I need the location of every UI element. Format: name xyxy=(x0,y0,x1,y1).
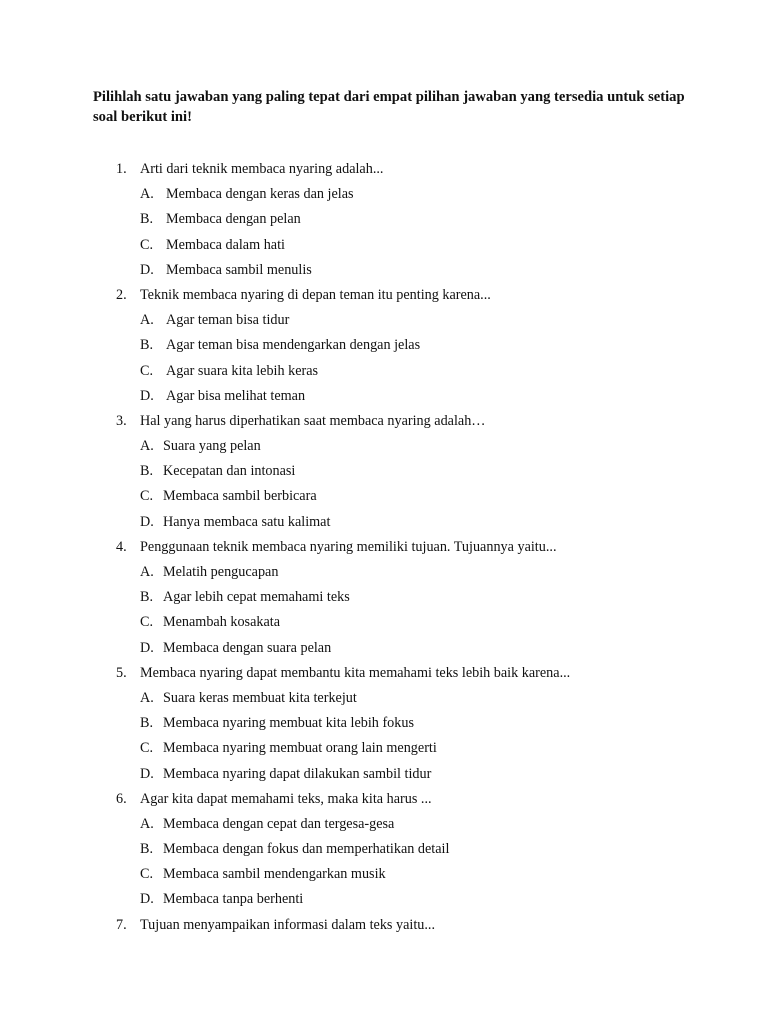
option-text: Membaca nyaring membuat orang lain mengerti xyxy=(163,740,437,757)
answer-option xyxy=(0,711,768,736)
option-letter: A. xyxy=(140,564,154,580)
option-letter: B. xyxy=(140,211,154,228)
option-letter: C. xyxy=(140,236,154,253)
option-letter: D. xyxy=(140,639,154,656)
option-letter: A. xyxy=(140,312,154,329)
question-item xyxy=(0,409,768,434)
question-number: 7. xyxy=(116,916,127,933)
question-number: 2. xyxy=(116,286,127,303)
answer-option xyxy=(0,258,768,283)
option-text: Membaca tanpa berhenti xyxy=(163,891,304,908)
option-text: Membaca dengan pelan xyxy=(166,211,301,228)
option-text: Menambah kosakata xyxy=(163,614,281,631)
question-item xyxy=(0,157,768,182)
option-text: Membaca dalam hati xyxy=(166,236,285,253)
option-letter: C. xyxy=(140,362,154,379)
question-item xyxy=(0,283,768,308)
answer-option xyxy=(0,560,768,585)
option-text: Membaca nyaring dapat dilakukan sambil tidur xyxy=(163,765,432,782)
option-letter: D. xyxy=(140,765,154,782)
question-number: 1. xyxy=(116,161,127,177)
option-text: Membaca dengan suara pelan xyxy=(163,639,332,656)
question-item xyxy=(0,661,768,686)
question-text: Hal yang harus diperhatikan saat membaca nyaring adalah… xyxy=(140,412,486,429)
answer-option xyxy=(0,207,768,232)
option-text: Hanya membaca satu kalimat xyxy=(163,513,331,530)
answer-option xyxy=(0,585,768,610)
question-item xyxy=(0,535,768,560)
option-text: Membaca sambil berbicara xyxy=(163,488,317,505)
option-letter: C. xyxy=(140,488,154,505)
option-letter: D. xyxy=(140,261,154,278)
option-letter: A. xyxy=(140,815,154,832)
option-letter: D. xyxy=(140,387,154,404)
option-text: Membaca dengan keras dan jelas xyxy=(166,186,354,203)
question-number: 4. xyxy=(116,538,127,555)
answer-option xyxy=(0,762,768,787)
answer-option xyxy=(0,686,768,711)
option-text: Melatih pengucapan xyxy=(163,564,279,580)
answer-option xyxy=(0,510,768,535)
option-text: Agar teman bisa tidur xyxy=(166,312,290,329)
answer-option xyxy=(0,484,768,509)
option-letter: D. xyxy=(140,891,154,908)
answer-option xyxy=(0,459,768,484)
option-letter: B. xyxy=(140,337,154,354)
answer-option xyxy=(0,837,768,862)
answer-option xyxy=(0,636,768,661)
option-letter: C. xyxy=(140,740,154,757)
answer-option xyxy=(0,233,768,258)
answer-option xyxy=(0,812,768,837)
question-item xyxy=(0,787,768,812)
option-letter: B. xyxy=(140,715,154,732)
answer-option xyxy=(0,862,768,887)
question-text: Penggunaan teknik membaca nyaring memiliki tujuan. Tujuannya yaitu... xyxy=(140,538,557,555)
option-text: Membaca sambil menulis xyxy=(166,261,312,278)
answer-option xyxy=(0,333,768,358)
option-letter: C. xyxy=(140,866,154,883)
option-letter: A. xyxy=(140,689,154,706)
question-text: Arti dari teknik membaca nyaring adalah... xyxy=(140,161,384,177)
question-text: Agar kita dapat memahami teks, maka kita harus ... xyxy=(140,790,432,807)
question-number: 5. xyxy=(116,664,127,681)
option-letter: B. xyxy=(140,589,154,606)
option-text: Suara yang pelan xyxy=(163,438,261,455)
answer-option xyxy=(0,887,768,912)
option-letter: B. xyxy=(140,841,154,858)
answer-option xyxy=(0,434,768,459)
option-letter: A. xyxy=(140,438,154,455)
option-text: Agar teman bisa mendengarkan dengan jelas xyxy=(166,337,421,354)
answer-option xyxy=(0,384,768,409)
question-number: 6. xyxy=(116,790,127,807)
option-text: Agar suara kita lebih keras xyxy=(166,362,319,379)
option-text: Membaca dengan cepat dan tergesa-gesa xyxy=(163,815,395,832)
option-text: Suara keras membuat kita terkejut xyxy=(163,689,357,706)
answer-option xyxy=(0,610,768,635)
question-text: Membaca nyaring dapat membantu kita memahami teks lebih baik karena... xyxy=(140,664,571,681)
option-text: Membaca sambil mendengarkan musik xyxy=(163,866,386,883)
option-text: Membaca nyaring membuat kita lebih fokus xyxy=(163,715,414,732)
answer-option xyxy=(0,736,768,761)
option-letter: C. xyxy=(140,614,154,631)
question-text: Tujuan menyampaikan informasi dalam teks yaitu... xyxy=(140,916,435,933)
option-text: Kecepatan dan intonasi xyxy=(163,463,296,480)
question-list xyxy=(0,157,768,938)
question-item xyxy=(0,913,768,938)
answer-option xyxy=(0,182,768,207)
option-text: Membaca dengan fokus dan memperhatikan detail xyxy=(163,841,450,858)
option-text: Agar lebih cepat memahami teks xyxy=(163,589,350,606)
question-text: Teknik membaca nyaring di depan teman itu penting karena... xyxy=(140,286,491,303)
question-number: 3. xyxy=(116,412,127,429)
option-letter: D. xyxy=(140,513,154,530)
option-text: Agar bisa melihat teman xyxy=(166,387,306,404)
instruction-text: Pilihlah satu jawaban yang paling tepat dari empat pilihan jawaban yang tersedia untuk setiap soal berikut ini! xyxy=(93,89,685,125)
answer-option xyxy=(0,308,768,333)
option-letter: A. xyxy=(140,186,154,203)
answer-option xyxy=(0,359,768,384)
option-letter: B. xyxy=(140,463,154,480)
